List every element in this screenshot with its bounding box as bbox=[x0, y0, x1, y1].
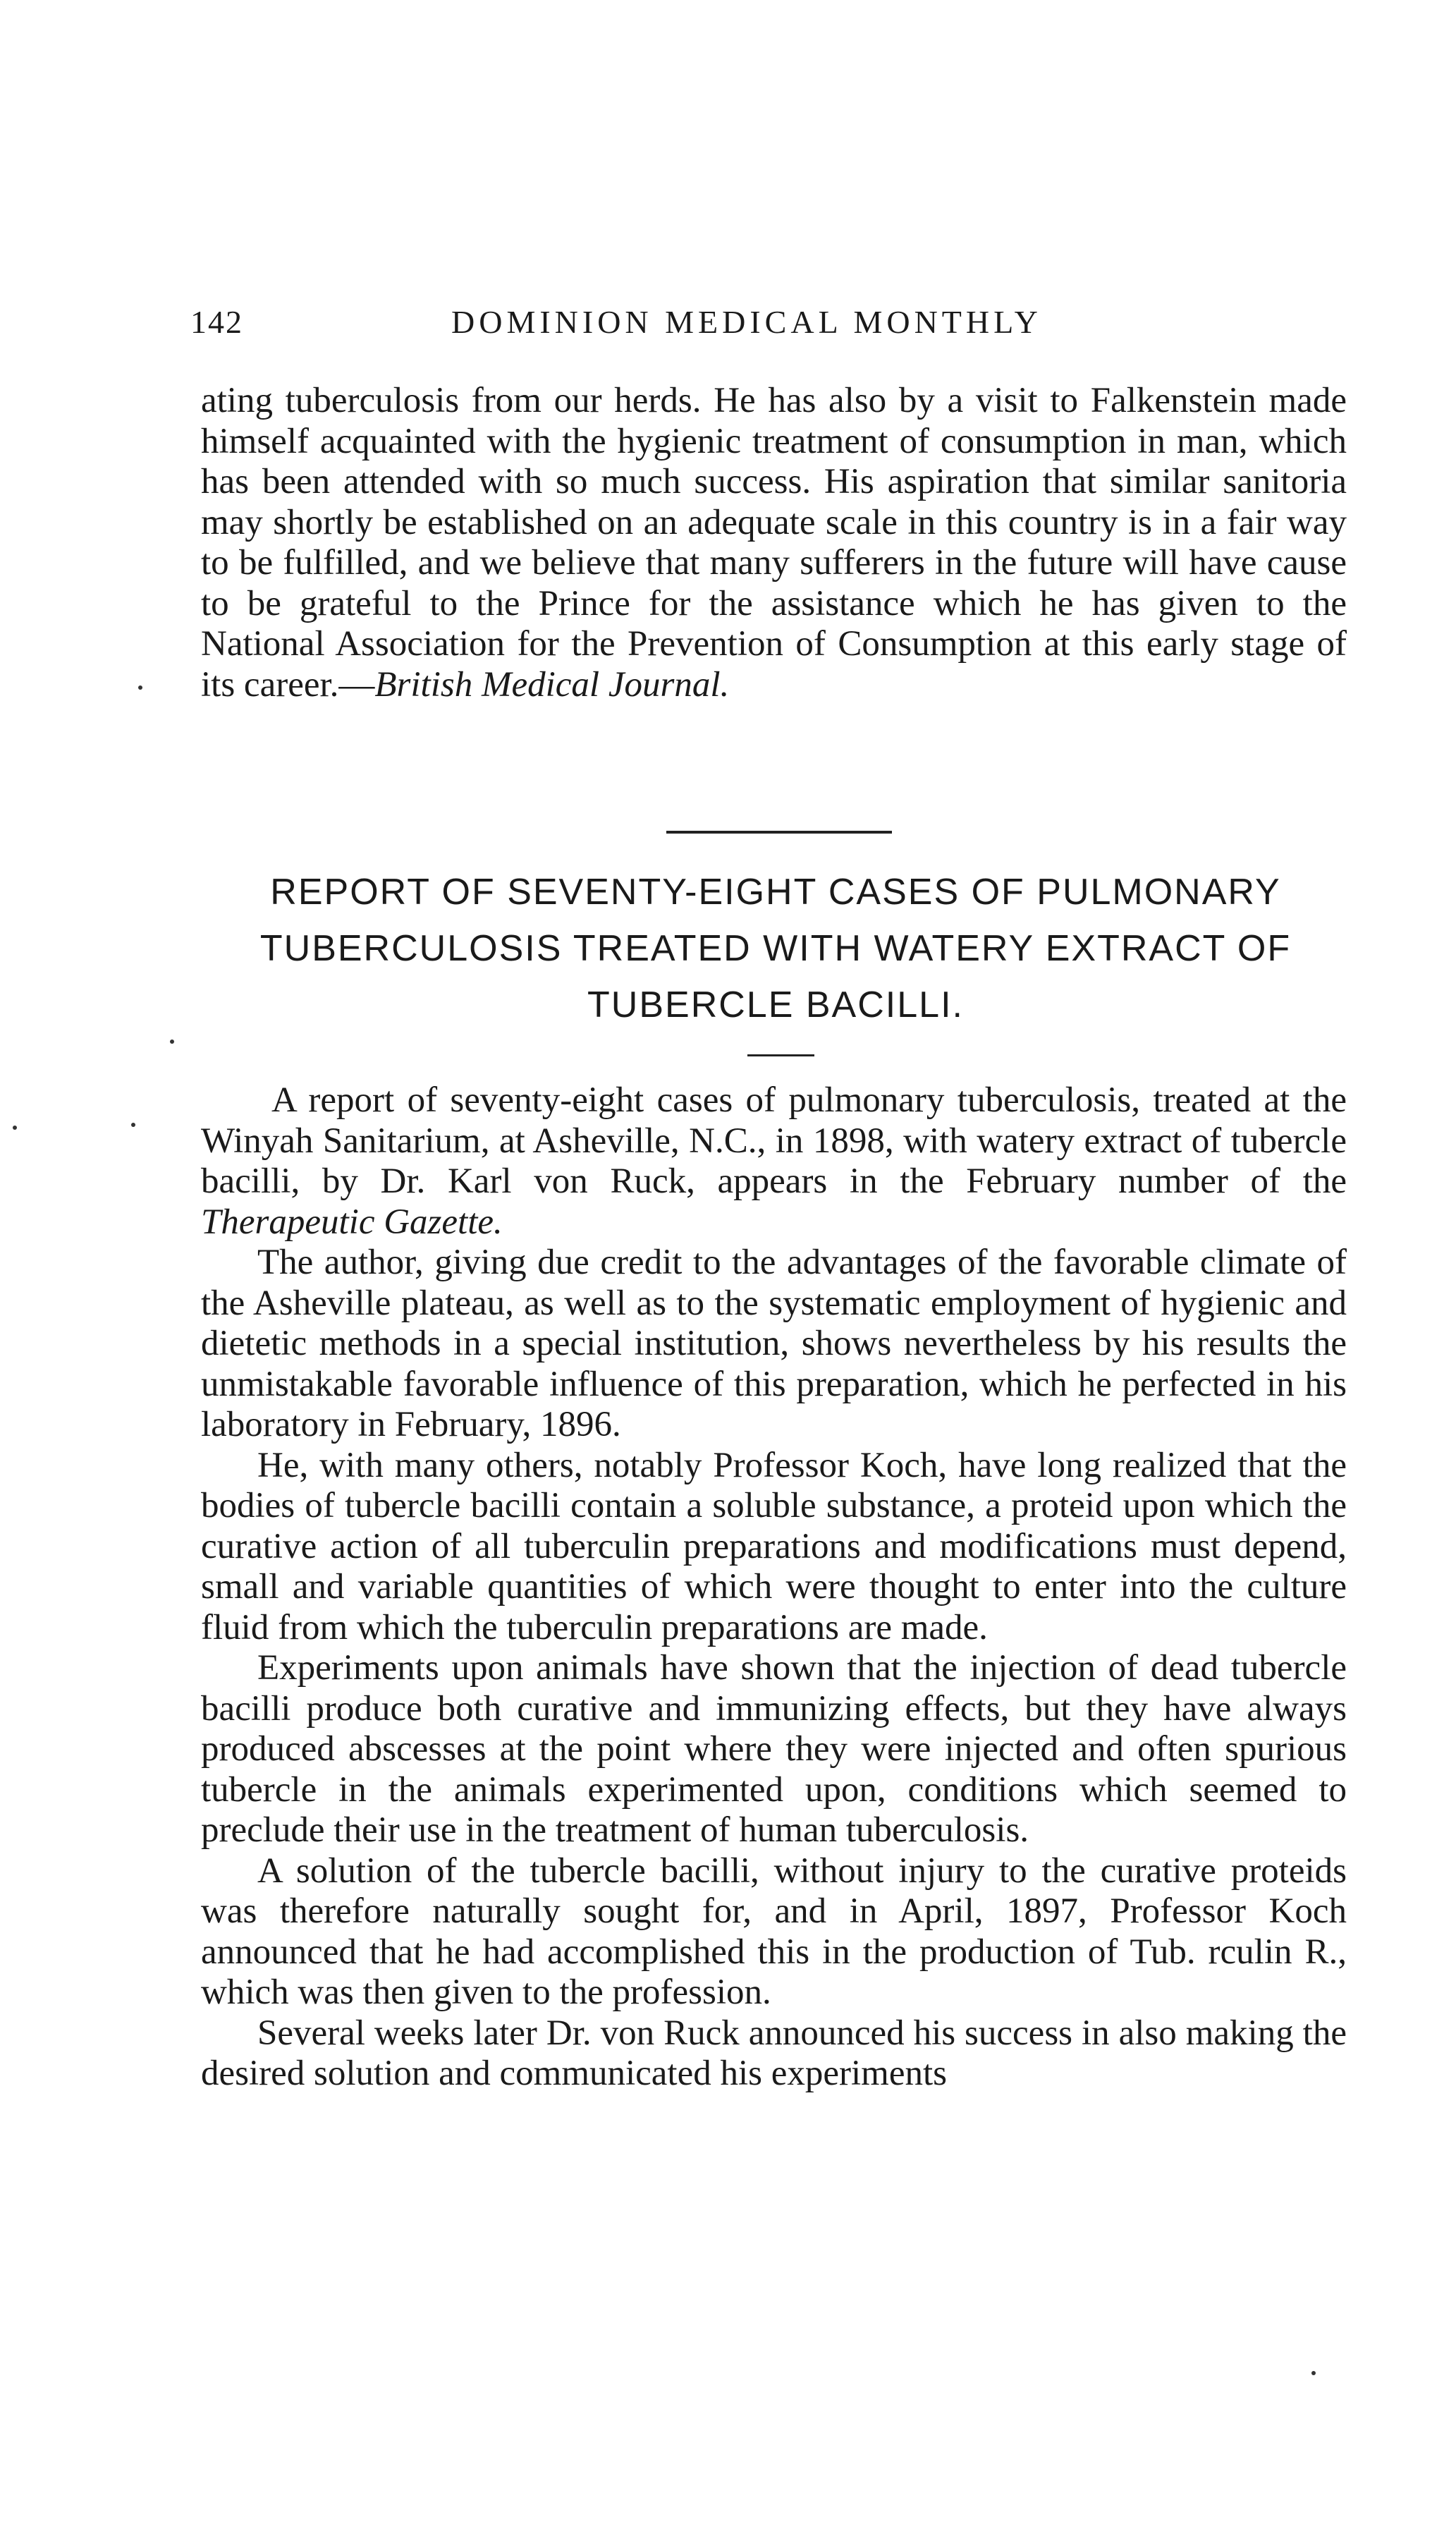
continued-paragraph bbox=[201, 381, 1347, 705]
title-divider bbox=[747, 1054, 814, 1056]
journal-title: DOMINION MEDICAL MONTHLY bbox=[451, 304, 1042, 340]
journal-reference: Therapeutic Gazette. bbox=[201, 1202, 503, 1242]
section-divider bbox=[666, 831, 892, 834]
article-body bbox=[201, 1080, 1347, 2095]
paragraph-1-text: A report of seventy-eight cases of pulmonary tuberculosis, treated at the Winyah Sanitarium, at Asheville, N.C., in 1898, with watery extract of tubercle bacilli, by Dr. Karl von Ruck, appears in the February number of the bbox=[201, 1080, 1347, 1201]
scan-speck bbox=[131, 1123, 135, 1127]
paragraph-2: The author, giving due credit to the advantages of the favorable climate of the Asheville plateau, as well as to the systematic employment of hygienic and dietetic methods in a special institution, shows nevertheless by his results the unmistakable favorable influence of this preparation, which he perfected in his laboratory in February, 1896. bbox=[201, 1243, 1347, 1444]
paragraph-3: He, with many others, notably Professor Koch, have long realized that the bodies of tubercle bacilli contain a soluble substance, a proteid upon which the curative action of all tuberculin preparations and modifications must depend, small and variable quantities of which were thought to enter into the culture fluid from which the tuberculin preparations are made. bbox=[201, 1445, 1347, 1647]
scan-speck bbox=[1311, 2371, 1316, 2375]
paragraph-1 bbox=[201, 1080, 1347, 1243]
page-number: 142 bbox=[190, 304, 243, 340]
running-head bbox=[190, 303, 1347, 346]
source-citation: British Medical Journal. bbox=[374, 664, 730, 705]
paragraph-5: A solution of the tubercle bacilli, without injury to the curative proteids was therefore naturally sought for, and in April, 1897, Professor Koch announced that he had accomplished this in the production of Tub. rculin R., which was then given to the profession. bbox=[201, 1851, 1347, 2012]
scan-speck bbox=[170, 1040, 174, 1044]
paragraph-4: Experiments upon animals have shown that the injection of dead tubercle bacilli produce both curative and immunizing effects, but they have always produced abscesses at the point where they were injected and often spurious tubercle in the animals experimented upon, conditions which seemed to preclude their use in the treatment of human tuberculosis. bbox=[201, 1648, 1347, 1850]
paragraph-6: Several weeks later Dr. von Ruck announced his success in also making the desired solution and communicated his experiments bbox=[201, 2013, 1347, 2093]
scan-speck bbox=[13, 1126, 17, 1130]
continued-text: ating tuberculosis from our herds. He has also by a visit to Falkenstein made himself acquainted with the hygienic treatment of consumption in man, which has been attended with so much success. His aspiration that similar sanitoria may shortly be established on an adequate scale in this country is in a fair way to be fulfilled, and we believe that many sufferers in the future will have cause to be grateful to the Prince for the assistance which he has given to the National Association for the Prevention of Consumption at this early stage of its career.— bbox=[201, 381, 1347, 705]
article-title: REPORT OF SEVENTY-EIGHT CASES OF PULMONARY TUBERCULOSIS TREATED WITH WATERY EXTRACT OF TUBERCLE BACILLI. bbox=[259, 872, 1292, 1025]
scan-speck bbox=[138, 685, 142, 690]
